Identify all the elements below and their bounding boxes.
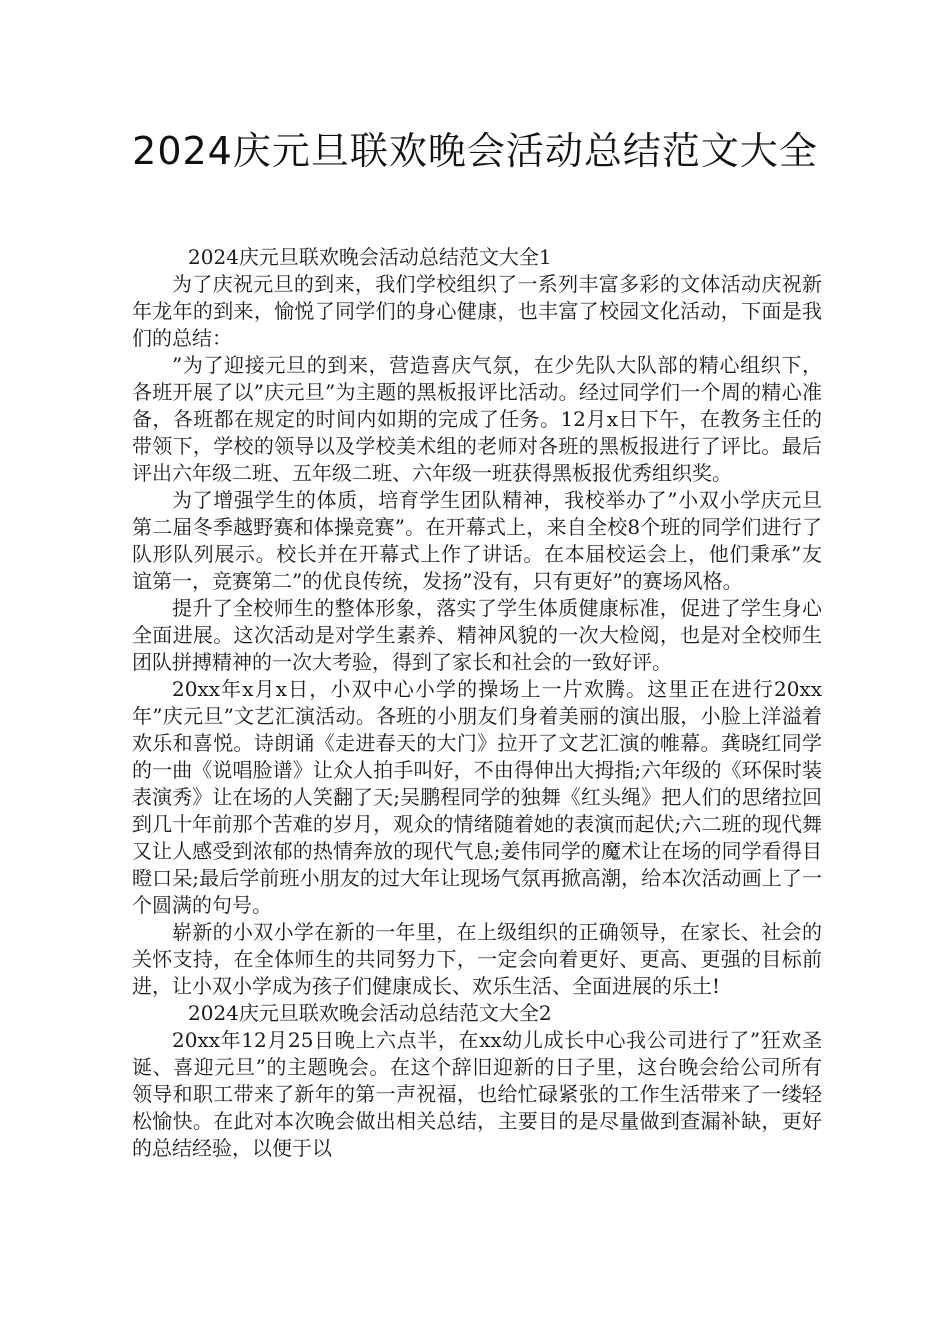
paragraph: 20xx年12月25日晚上六点半，在xx幼儿成长中心我公司进行了”狂欢圣诞、喜迎元旦”的主题晚会。在这个辞旧迎新的日子里，这台晚会给公司所有领导和职工带来了新年的第一声祝福，也给忙碌紧张的工作生活带来了一缕轻松愉快。在此对本次晚会做出相关总结，主要目的是尽量做到查漏补缺，更好的总结经验，以便于以 [132, 1028, 822, 1160]
section-heading-2: 2024庆元旦联欢晚会活动总结范文大全2 [188, 1001, 552, 1025]
document-title: 2024庆元旦联欢晚会活动总结范文大全 [132, 129, 818, 173]
paragraph: 为了增强学生的体质，培育学生团队精神，我校举办了”小双小学庆元旦第二届冬季越野赛和体操竞赛”。在开幕式上，来自全校8个班的同学们进行了队形队列展示。校长并在开幕式上作了讲话。在本届校运会上，他们秉承”友谊第一，竞赛第二”的优良传统，发扬”没有，只有更好”的赛场风格。 [132, 488, 822, 593]
paragraph: 20xx年x月x日，小双中心小学的操场上一片欢腾。这里正在进行20xx年”庆元旦”文艺汇演活动。各班的小朋友们身着美丽的演出服，小脸上洋溢着欢乐和喜悦。诗朗诵《走进春天的大门》拉开了文艺汇演的帷幕。龚晓红同学的一曲《说唱脸谱》让众人拍手叫好，不由得伸出大拇指;六年级的《环保时装表演秀》让在场的人笑翻了天;吴鹏程同学的独舞《红头绳》把人们的思绪拉回到几十年前那个苦难的岁月，观众的情绪随着她的表演而起伏;六二班的现代舞又让人感受到浓郁的热情奔放的现代气息;姜伟同学的魔术让在场的同学看得目瞪口呆;最后学前班小朋友的过大年让现场气氛再掀高潮，给本次活动画上了一个圆满的句号。 [132, 677, 822, 917]
paragraph: 崭新的小双小学在新的一年里，在上级组织的正确领导，在家长、社会的关怀支持，在全体师生的共同努力下，一定会向着更好、更高、更强的目标前进，让小双小学成为孩子们健康成长、欢乐生活、全面进展的乐土! [132, 920, 822, 998]
paragraph: 提升了全校师生的整体形象，落实了学生体质健康标准，促进了学生身心全面进展。这次活动是对学生素养、精神风貌的一次大检阅，也是对全校师生团队拼搏精神的一次大考验，得到了家长和社会的一致好评。 [132, 596, 822, 674]
paragraph: ”为了迎接元旦的到来，营造喜庆气氛，在少先队大队部的精心组织下，各班开展了以”庆元旦”为主题的黑板报评比活动。经过同学们一个周的精心准备，各班都在规定的时间内如期的完成了任务。12月x日下午，在教务主任的带领下，学校的领导以及学校美术组的老师对各班的黑板报进行了评比。最后评出六年级二班、五年级二班、六年级一班获得黑板报优秀组织奖。 [132, 353, 822, 485]
section-heading-1: 2024庆元旦联欢晚会活动总结范文大全1 [188, 245, 552, 269]
paragraph: 为了庆祝元旦的到来，我们学校组织了一系列丰富多彩的文体活动庆祝新年龙年的到来，愉悦了同学们的身心健康，也丰富了校园文化活动，下面是我们的总结： [132, 272, 822, 350]
document-body [132, 244, 822, 1162]
